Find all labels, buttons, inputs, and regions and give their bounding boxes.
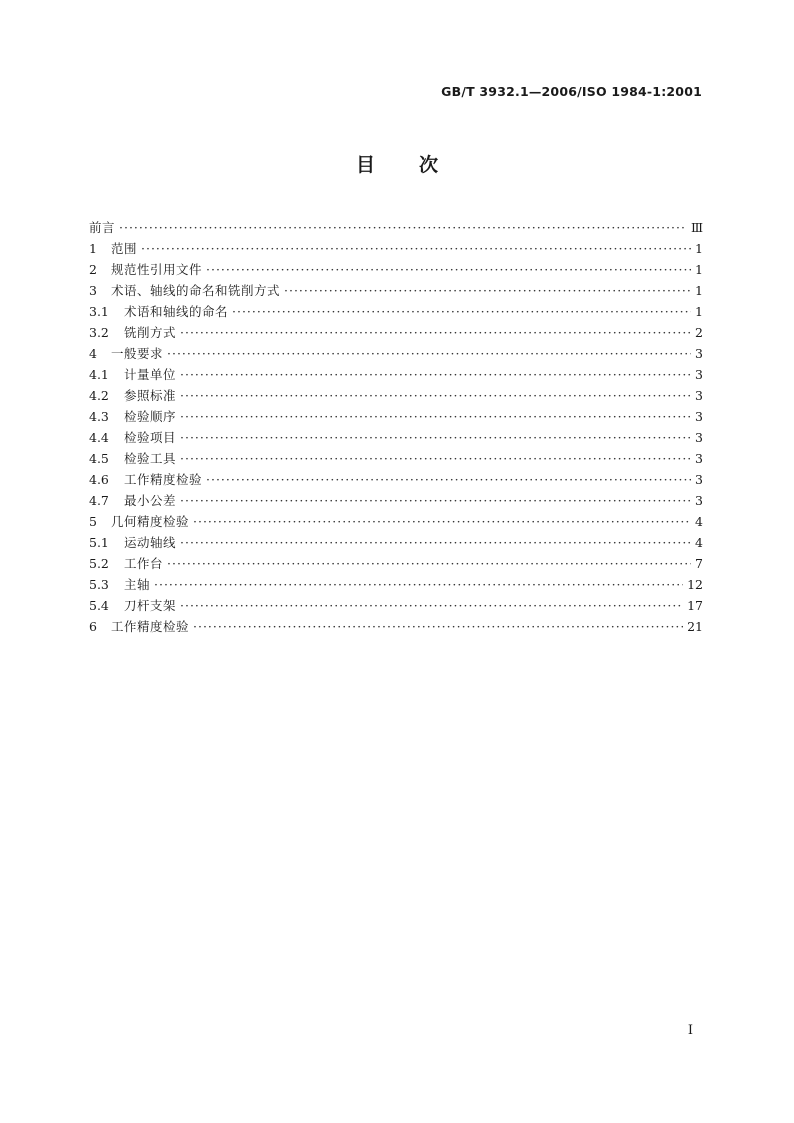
toc-number: 3.2 <box>89 325 109 340</box>
toc-page: 7 <box>695 556 703 571</box>
toc-title: 范围 <box>111 241 138 256</box>
toc-leader <box>180 409 691 424</box>
toc-leader <box>232 304 691 319</box>
toc-leader <box>180 451 691 466</box>
toc-entry[interactable] <box>89 386 703 407</box>
toc-title: 工作精度检验 <box>111 619 190 634</box>
toc-page: 3 <box>695 451 703 466</box>
toc-number: 5.1 <box>89 535 109 550</box>
toc-number: 5.2 <box>89 556 109 571</box>
toc-title: 一般要求 <box>111 346 164 361</box>
table-of-contents <box>89 218 703 638</box>
toc-title: 几何精度检验 <box>111 514 190 529</box>
toc-title: 计量单位 <box>124 367 177 382</box>
toc-title: 前言 <box>89 220 116 235</box>
toc-leader <box>206 262 691 277</box>
toc-number: 3.1 <box>89 304 109 319</box>
toc-leader <box>180 388 691 403</box>
toc-number: 4.1 <box>89 367 109 382</box>
toc-leader <box>180 325 691 340</box>
toc-entry[interactable] <box>89 281 703 302</box>
toc-number: 4.3 <box>89 409 109 424</box>
toc-entry[interactable] <box>89 407 703 428</box>
toc-number: 4.6 <box>89 472 109 487</box>
toc-entry[interactable] <box>89 302 703 323</box>
toc-number: 4.4 <box>89 430 109 445</box>
toc-entry[interactable] <box>89 617 703 638</box>
toc-number: 6 <box>89 619 97 634</box>
toc-page: 3 <box>695 493 703 508</box>
page-title <box>0 150 794 177</box>
page-number: I <box>687 1023 693 1038</box>
toc-title: 最小公差 <box>124 493 177 508</box>
toc-leader <box>167 556 691 571</box>
toc-page: 21 <box>687 619 703 634</box>
toc-leader <box>180 493 691 508</box>
toc-title: 工作台 <box>124 556 164 571</box>
toc-number: 4.7 <box>89 493 109 508</box>
toc-leader <box>141 241 691 256</box>
toc-number: 5.4 <box>89 598 109 613</box>
toc-entry[interactable] <box>89 323 703 344</box>
toc-page: 3 <box>695 472 703 487</box>
toc-number: 3 <box>89 283 97 298</box>
toc-page: 17 <box>687 598 703 613</box>
toc-title: 参照标准 <box>124 388 177 403</box>
toc-entry[interactable] <box>89 554 703 575</box>
toc-title: 检验工具 <box>124 451 177 466</box>
toc-title: 刀杆支架 <box>124 598 177 613</box>
title-char-2: 次 <box>419 154 439 176</box>
toc-entry[interactable] <box>89 365 703 386</box>
toc-title: 检验顺序 <box>124 409 177 424</box>
toc-number: 5 <box>89 514 97 529</box>
standard-code: GB/T 3932.1—2006/ISO 1984-1:2001 <box>441 84 702 99</box>
toc-leader <box>180 367 691 382</box>
toc-page: 3 <box>695 409 703 424</box>
toc-number: 2 <box>89 262 97 277</box>
toc-leader <box>180 535 691 550</box>
toc-entry[interactable] <box>89 218 703 239</box>
toc-title: 检验项目 <box>124 430 177 445</box>
toc-entry[interactable] <box>89 533 703 554</box>
title-char-1: 目 <box>355 154 375 176</box>
toc-title: 主轴 <box>124 577 151 592</box>
toc-page: 1 <box>695 241 703 256</box>
toc-page: Ⅲ <box>690 220 703 235</box>
toc-title: 规范性引用文件 <box>111 262 203 277</box>
toc-entry[interactable] <box>89 260 703 281</box>
toc-number: 5.3 <box>89 577 109 592</box>
toc-number: 4 <box>89 346 97 361</box>
toc-page: 2 <box>695 325 703 340</box>
toc-page: 3 <box>695 430 703 445</box>
toc-page: 3 <box>695 367 703 382</box>
toc-page: 12 <box>687 577 703 592</box>
toc-leader <box>206 472 691 487</box>
toc-page: 3 <box>695 346 703 361</box>
toc-title: 铣削方式 <box>124 325 177 340</box>
toc-number: 4.2 <box>89 388 109 403</box>
toc-leader <box>180 430 691 445</box>
toc-entry[interactable] <box>89 596 703 617</box>
toc-entry[interactable] <box>89 449 703 470</box>
toc-title: 术语和轴线的命名 <box>124 304 229 319</box>
toc-entry[interactable] <box>89 428 703 449</box>
toc-entry[interactable] <box>89 344 703 365</box>
toc-leader <box>193 619 683 634</box>
toc-entry[interactable] <box>89 470 703 491</box>
toc-entry[interactable] <box>89 491 703 512</box>
toc-title: 运动轴线 <box>124 535 177 550</box>
toc-leader <box>284 283 691 298</box>
toc-page: 3 <box>695 388 703 403</box>
toc-leader <box>154 577 683 592</box>
toc-leader <box>180 598 683 613</box>
toc-number: 1 <box>89 241 97 256</box>
toc-number: 4.5 <box>89 451 109 466</box>
toc-page: 1 <box>695 262 703 277</box>
toc-title: 工作精度检验 <box>124 472 203 487</box>
toc-leader <box>119 220 687 235</box>
toc-page: 1 <box>695 304 703 319</box>
toc-entry[interactable] <box>89 512 703 533</box>
toc-leader <box>167 346 691 361</box>
toc-page: 4 <box>695 514 703 529</box>
toc-leader <box>193 514 691 529</box>
toc-page: 4 <box>695 535 703 550</box>
toc-page: 1 <box>695 283 703 298</box>
toc-entry[interactable] <box>89 239 703 260</box>
toc-title: 术语、轴线的命名和铣削方式 <box>111 283 281 298</box>
toc-entry[interactable] <box>89 575 703 596</box>
